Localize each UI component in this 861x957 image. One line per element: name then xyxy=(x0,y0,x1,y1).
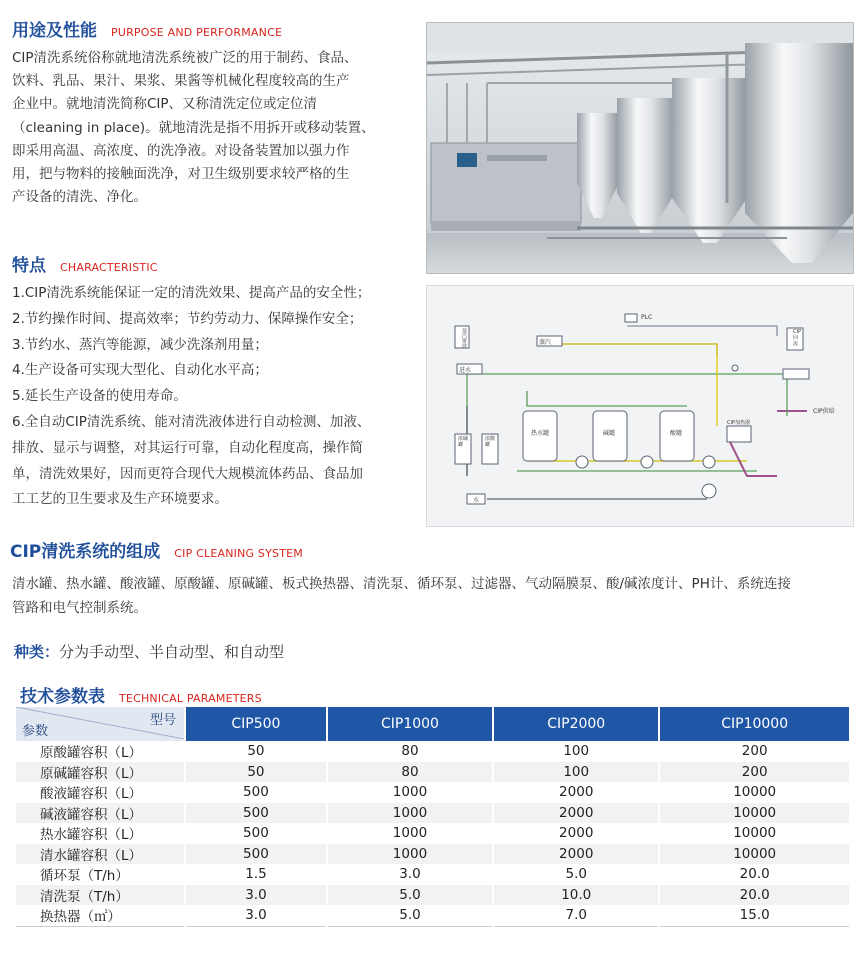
hot-tank-label: 热水罐 xyxy=(531,430,550,437)
steam-exhaust-label: 蒸汽排放 xyxy=(461,328,467,348)
row-value: 3.0 xyxy=(399,866,421,883)
row-value: 200 xyxy=(660,762,849,783)
steam-label: 蒸汽 xyxy=(539,339,552,346)
row-label: 原酸罐容积（L） xyxy=(40,745,143,762)
row-label: 原碱罐容积（L） xyxy=(16,762,184,783)
row-label: 清水罐容积（L） xyxy=(16,844,184,865)
characteristic-item: 2.节约操作时间、提高效率；节约劳动力、保障操作安全； xyxy=(12,310,363,327)
table-row xyxy=(16,803,849,824)
row-value: 10.0 xyxy=(494,885,658,906)
purpose-line: 用，把与物料的接触面洗净，对卫生级别要求较严格的生 xyxy=(12,166,350,183)
purpose-line: 饮料、乳品、果汁、果浆、果酱等机械化程度较高的生产 xyxy=(12,73,350,90)
row-value: 200 xyxy=(741,743,768,760)
row-value: 5.0 xyxy=(328,885,492,906)
row-value: 10000 xyxy=(660,844,849,865)
purpose-line: CIP清洗系统俗称就地清洗系统被广泛的用于制药、食品、 xyxy=(12,50,358,66)
params-heading xyxy=(20,682,262,707)
row-value: 3.0 xyxy=(186,885,326,906)
conc-acid-label: 浓酸罐 xyxy=(485,436,496,448)
purpose-paragraph xyxy=(12,47,412,209)
cip-supply-label: CIP供给 xyxy=(813,408,835,415)
corner-param-label: 参数 xyxy=(22,724,49,739)
water-label: 水 xyxy=(473,497,480,504)
table-row xyxy=(16,905,849,927)
row-value: 1000 xyxy=(392,825,428,842)
row-value: 1000 xyxy=(392,784,428,801)
purpose-heading xyxy=(12,16,282,41)
characteristic-list xyxy=(12,281,417,513)
row-label: 循环泵（T/h） xyxy=(40,868,129,885)
conc-alkali-label: 浓碱罐 xyxy=(458,436,469,448)
characteristic-item: 单，清洗效果好，因而更符合现代大规模流体药品、食品加 xyxy=(12,465,363,482)
heater-label: CIP加热器 xyxy=(727,420,750,426)
row-value: 10000 xyxy=(660,803,849,824)
composition-text xyxy=(12,572,854,620)
plc-label: PLC xyxy=(641,314,653,321)
acid-tank-label: 酸罐 xyxy=(670,430,683,437)
equipment-photo-art xyxy=(427,23,853,273)
params-title-cn: 技术参数表 xyxy=(20,687,105,707)
row-label: 碱液罐容积（L） xyxy=(16,803,184,824)
composition-title-en: CIP CLEANING SYSTEM xyxy=(174,547,303,560)
row-label: 换热器（㎡） xyxy=(16,905,184,927)
row-value: 5.0 xyxy=(328,905,492,927)
model-header: CIP10000 xyxy=(660,707,849,741)
row-value: 100 xyxy=(494,762,658,783)
row-value: 2000 xyxy=(494,844,658,865)
row-value: 1000 xyxy=(328,803,492,824)
table-row xyxy=(16,762,849,783)
row-value: 2000 xyxy=(559,825,594,842)
row-label: 酸液罐容积（L） xyxy=(40,786,143,803)
purpose-title-en: PURPOSE AND PERFORMANCE xyxy=(111,26,283,39)
params-title-en: TECHNICAL PARAMETERS xyxy=(119,692,262,705)
equipment-photo xyxy=(426,22,854,274)
row-value: 500 xyxy=(243,784,269,801)
purpose-line: 产设备的清洗、净化。 xyxy=(12,189,147,206)
composition-line: 管路和电气控制系统。 xyxy=(12,600,147,616)
characteristic-title-en: CHARACTERISTIC xyxy=(60,261,158,274)
table-row xyxy=(16,864,849,885)
params-table xyxy=(14,707,851,927)
characteristic-item: 工工艺的卫生要求及生产环境要求。 xyxy=(12,491,228,508)
purpose-line: 即采用高温、高浓度、的洗净液。对设备装置加以强力作 xyxy=(12,142,350,159)
characteristic-item: 3.节约水、蒸汽等能源，减少洗涤剂用量； xyxy=(12,336,268,353)
row-value: 50 xyxy=(186,762,326,783)
row-label: 热水罐容积（L） xyxy=(40,827,143,844)
table-row xyxy=(16,823,849,844)
row-value: 15.0 xyxy=(660,905,849,927)
row-value: 500 xyxy=(186,803,326,824)
kinds-label: 种类： xyxy=(14,643,60,661)
row-value: 20.0 xyxy=(660,885,849,906)
row-value: 2000 xyxy=(494,803,658,824)
row-value: 3.0 xyxy=(186,905,326,927)
model-header: CIP1000 xyxy=(328,707,492,741)
alkali-tank-label: 碱罐 xyxy=(603,430,616,437)
process-diagram-art xyxy=(427,286,853,526)
purpose-line: 企业中。就地清洗简称CIP、又称清洗定位或定位清 xyxy=(12,96,318,113)
characteristic-item: 排放、显示与调整，对其运行可靠，自动化程度高，操作简 xyxy=(12,439,363,456)
table-row xyxy=(16,844,849,865)
model-header: CIP500 xyxy=(186,707,326,741)
composition-heading xyxy=(10,537,303,562)
purpose-title-cn: 用途及性能 xyxy=(12,21,97,41)
params-header-row xyxy=(16,707,849,741)
row-value: 80 xyxy=(401,743,419,760)
table-row xyxy=(16,782,849,803)
table-row xyxy=(16,741,849,762)
model-header: CIP2000 xyxy=(494,707,658,741)
corner-model-label: 型号 xyxy=(149,713,176,728)
row-value: 100 xyxy=(563,743,590,760)
row-value: 2000 xyxy=(559,784,594,801)
row-value: 500 xyxy=(186,844,326,865)
cip-return-label: CIP回流 xyxy=(793,329,801,347)
composition-line: 清水罐、热水罐、酸液罐、原酸罐、原碱罐、板式换热器、清洗泵、循环泵、过滤器、气动隔膜泵、酸/碱浓度计、PH计、系统连接 xyxy=(12,576,791,592)
params-corner-cell xyxy=(16,707,184,741)
table-row xyxy=(16,885,849,906)
row-label: 清洗泵（T/h） xyxy=(16,885,184,906)
row-value: 1.5 xyxy=(245,866,267,883)
row-value: 7.0 xyxy=(494,905,658,927)
row-value: 1000 xyxy=(328,844,492,865)
characteristic-heading xyxy=(12,251,158,276)
characteristic-item: 5.延长生产设备的使用寿命。 xyxy=(12,388,187,405)
kinds-line xyxy=(14,641,284,662)
characteristic-item: 4.生产设备可实现大型化、自动化水平高； xyxy=(12,362,268,379)
row-value: 500 xyxy=(243,825,269,842)
water-in-label: 进水 xyxy=(459,367,472,374)
row-value: 5.0 xyxy=(565,866,587,883)
purpose-line: （cleaning in place)。就地清洗是指不用拆开或移动装置、 xyxy=(12,119,375,136)
row-value: 10000 xyxy=(733,784,777,801)
cip-process-diagram xyxy=(426,285,854,527)
row-value: 80 xyxy=(328,762,492,783)
row-value: 20.0 xyxy=(739,866,770,883)
characteristic-item: 6.全自动CIP清洗系统、能对清洗液体进行自动检测、加液、 xyxy=(12,413,371,430)
kinds-text: 分为手动型、半自动型、和自动型 xyxy=(59,643,285,661)
row-value: 50 xyxy=(247,743,265,760)
characteristic-item: 1.CIP清洗系统能保证一定的清洗效果、提高产品的安全性； xyxy=(12,285,371,301)
composition-title-cn: CIP清洗系统的组成 xyxy=(10,542,161,562)
characteristic-title-cn: 特点 xyxy=(12,256,46,276)
row-value: 10000 xyxy=(733,825,777,842)
